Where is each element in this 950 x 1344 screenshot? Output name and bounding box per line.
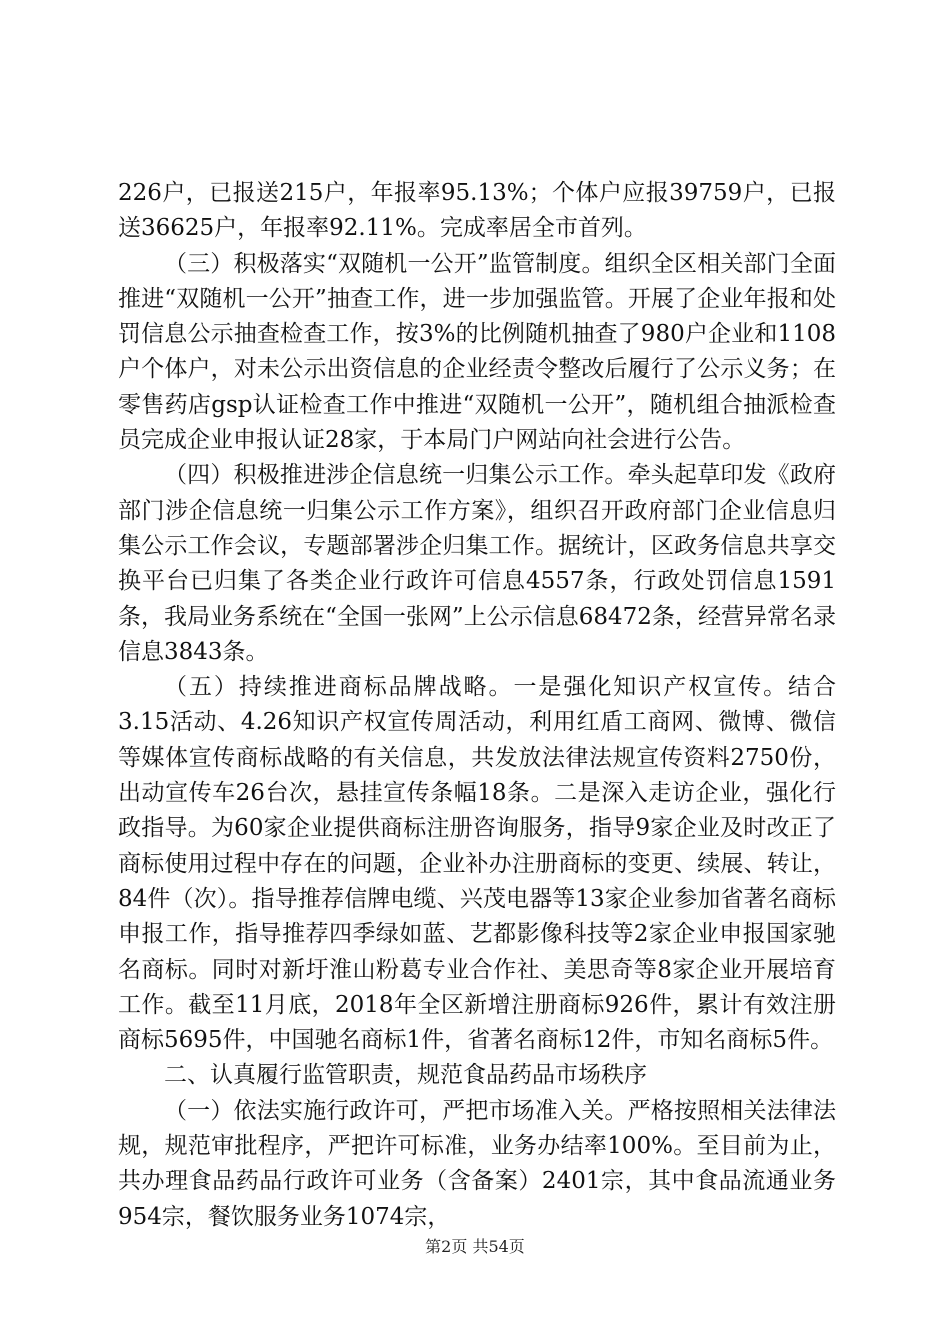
paragraph-continuation: 226户，已报送215户，年报率95.13%；个体户应报39759户，已报送36625户，年报率92.11%。完成率居全市首列。 bbox=[118, 180, 836, 242]
paragraph-section-5: （五）持续推进商标品牌战略。一是强化知识产权宣传。结合3.15活动、4.26知识产权宣传周活动，利用红盾工商网、微博、微信等媒体宣传商标战略的有关信息，共发放法律法规宣传资料2750份，出动宣传车26台次，悬挂宣传条幅18条。二是深入走访企业，强化行政指导。为60家企业提供商标注册咨询服务，指导9家企业及时改正了商标使用过程中存在的问题，企业补办注册商标的变更、续展、转让，84件（次）。指导推荐信牌电缆、兴茂电器等13家企业参加省著名商标申报工作，指导推荐四季绿如蓝、艺都影像科技等2家企业申报国家驰名商标。同时对新圩淮山粉葛专业合作社、美思奇等8家企业开展培育工作。截至11月底，2018年全区新增注册商标926件，累计有效注册商标5695件，中国驰名商标1件，省著名商标12件，市知名商标5件。 bbox=[118, 674, 836, 1054]
section-heading-2: 二、认真履行监管职责，规范食品药品市场秩序 bbox=[164, 1062, 647, 1089]
document-body bbox=[118, 176, 836, 1235]
paragraph-section-4: （四）积极推进涉企信息统一归集公示工作。牵头起草印发《政府部门涉企信息统一归集公示工作方案》，组织召开政府部门企业信息归集公示工作会议，专题部署涉企归集工作。据统计，区政务信息共享交换平台已归集了各类企业行政许可信息4557条，行政处罚信息1591条，我局业务系统在“全国一张网”上公示信息68472条，经营异常名录信息3843条。 bbox=[118, 462, 836, 665]
paragraph-section-3: （三）积极落实“双随机一公开”监管制度。组织全区相关部门全面推进“双随机一公开”抽查工作，进一步加强监管。开展了企业年报和处罚信息公示抽查检查工作，按3%的比例随机抽查了980户企业和1108户个体户，对未公示出资信息的企业经责令整改后履行了公示义务；在零售药店gsp认证检查工作中推进“双随机一公开”，随机组合抽派检查员完成企业申报认证28家，于本局门户网站向社会进行公告。 bbox=[118, 250, 836, 454]
paragraph-subsection-1: （一）依法实施行政许可，严把市场准入关。严格按照相关法律法规，规范审批程序，严把许可标准，业务办结率100%。至目前为止，共办理食品药品行政许可业务（含备案）2401宗，其中食品流通业务954宗，餐饮服务业务1074宗， bbox=[118, 1097, 836, 1230]
page-number-footer: 第2页 共54页 bbox=[425, 1237, 525, 1256]
